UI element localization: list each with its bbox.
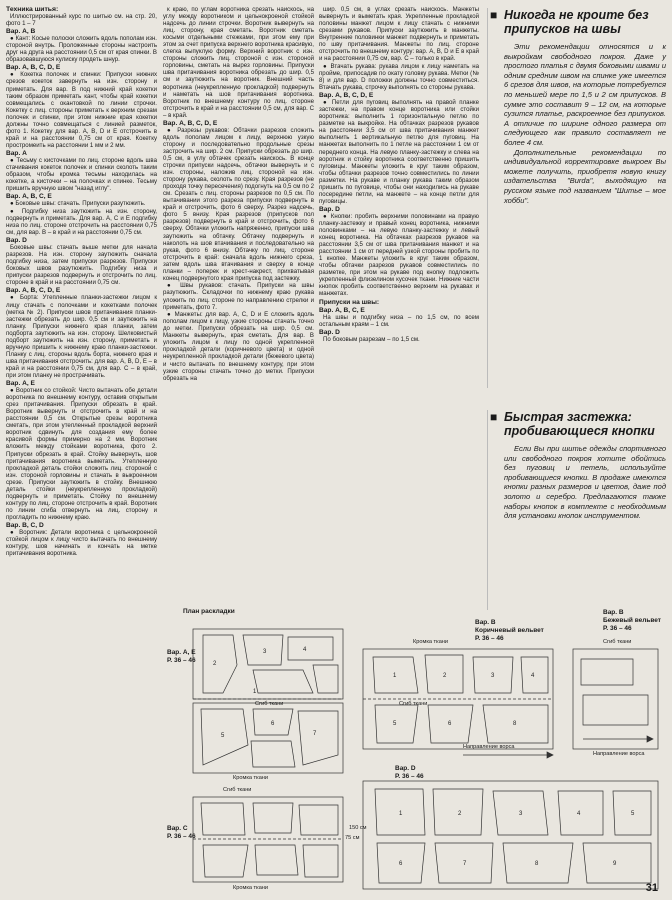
- variant-label-b-brown: Вар. В: [475, 619, 496, 626]
- svg-text:2: 2: [458, 811, 462, 817]
- svg-text:3: 3: [519, 811, 523, 817]
- svg-text:4: 4: [303, 647, 307, 653]
- fold-label: Сгиб ткани: [603, 639, 632, 645]
- size-range: Р. 36 – 46: [167, 657, 196, 664]
- svg-text:8: 8: [535, 861, 539, 867]
- edge-label: Кромка ткани: [233, 885, 269, 891]
- variant-heading: Вар. А, В, С, Е: [319, 306, 365, 314]
- tip-paragraph: Эти рекомендации относятся и к выкройкам свободного покроя. Даже у простого платья с двумя боковыми швами и одним средним швом на спинке уже имеется 6 срезов для швов, на которые потребуется по меньшей мере по 1,5 и 2 см припусков. В сумме это составит 9 – 12 см, на которые сузится платье, раскроенное без припусков. А отличие по ширине одного размера от следующего как правило составляет не более 4 см.: [504, 42, 666, 147]
- variant-heading: Вар. А, Е: [6, 380, 35, 388]
- svg-text:6: 6: [271, 721, 275, 727]
- variant-heading: Вар. А, В, С, D, Е: [6, 287, 61, 295]
- paragraph: На швы и подгибку низа – по 1,5 см, по всем остальным краям – 1 см.: [319, 313, 479, 328]
- paragraph: шир. 0,5 см, в углах срезать наискось. Манжеты вывернуть и выметать края. Укрепленные прокладкой половины манжет лицом к лицу стачать с нижними срезами рукавов. Припуски заутюжить в манжеты. Внутренние половинки манжет подвернуть и приметать по шву притачивания. Манжеты по лиц. стороне отстрочить по внешнему контуру: вар. А, В, D и Е в край и на расстоянии 0,75 см, вар. С – только в край.: [319, 6, 479, 63]
- variant-heading: Вар. В, С, D: [6, 521, 44, 529]
- paragraph: Иллюстрированный курс по шитью см. на стр. 20, фото 1 – 7: [6, 13, 157, 28]
- svg-text:4: 4: [577, 811, 581, 817]
- tip-box-snap-buttons: [487, 410, 670, 610]
- svg-text:1: 1: [399, 811, 403, 817]
- size-range: Р. 36 – 46: [395, 773, 424, 780]
- tip-box-seam-allowances: [487, 8, 670, 388]
- size-range: Р. 36 – 46: [167, 833, 196, 840]
- grain-label: Направление ворса: [463, 744, 515, 750]
- paragraph: ● Тесьму с кисточками по лиц. стороне вдоль шва стачивания кокеток полочек и спинки сколоть таким образом, чтобы кромка тесьмы находилась на кокетке, а кисточки – на полочках и спинке. Тесьму пришить вручную швом "назад иглу".: [6, 156, 157, 193]
- paragraph: По боковым разрезам – по 1,5 см.: [323, 335, 420, 343]
- paragraph: ● Воротник: Детали воротника с цельнокроеной стойкой лицом к лицу чисто вытачать по внешнему контуру, шов начинать и кончать на метке притачивания воротника.: [6, 529, 157, 558]
- size-range: Р. 36 – 46: [603, 625, 632, 632]
- tip-title: ■ Быстрая застежка: пробивающиеся кнопки: [490, 410, 655, 438]
- tip-paragraph: Если Вы при шитье одежды спортивного или свободного покроя хотите обойтись без пуговиц и петель, используйте пробивающиеся кнопки. В продаже имеются кнопки разных размеров и цветов, даже под золото и серебро. Предлагаются также наборы кнопок в комплекте с необходимым для установки кнопок инструментом.: [504, 444, 666, 521]
- paragraph: ● Швы рукавов: стачать. Припуски на швы разутюжить. Складочки по нижнему краю рукава уложить по лиц. стороне по направлению стрелки и приметать, фото 7.: [163, 282, 314, 311]
- edge-label: Кромка ткани: [233, 775, 269, 781]
- variant-heading: Вар. А, В, С, D, Е: [319, 92, 374, 100]
- grain-label: Направление ворса: [593, 751, 645, 757]
- variant-heading: Вар. D: [319, 205, 340, 213]
- svg-text:5: 5: [221, 733, 225, 739]
- svg-text:7: 7: [463, 861, 467, 867]
- layout-rect-b-beige: [573, 649, 658, 749]
- variant-heading: Вар. А, В: [6, 28, 36, 36]
- variant-label-c: Вар. С: [167, 825, 188, 832]
- edge-label: Кромка ткани: [413, 639, 449, 645]
- svg-text:5: 5: [631, 811, 635, 817]
- paragraph: ● Кант: Косые полоски сложить вдоль пополам изн. стороной внутрь. Проложенные стороны настроить друг на друга на расстоянии 0,5 см от края спинки. В образовавшуюся кулиску продеть шнур.: [6, 35, 157, 64]
- plan-title: План раскладки: [183, 608, 235, 615]
- paragraph: ● Воротник со стойкой: Чисто вытачать обе детали воротника по внешнему контуру, оставив открытым срез притачивания. Припуски обрезать в край. Воротник вывернуть и отстрочить в край и на расстоянии 0,5 см. Открытые срезы воротника сметать, при этом утепленный прокладкой верхний воротник сдвинуть для создания ему более красивой формы примерно на 2 мм. Воротник вложить между стойками воротника, фото 2. Припуски обрезать в край. Стойку вывернуть, шов притачивания воротника выметать. Утепленную прокладкой деталь стойки сложить лиц. стороной с изн. стороной горловины и стачать в выкроенном срезе. Припуски заутюжить в стойку. Внешнюю деталь стойки (неукрепленную прокладкой) подвернуть и приметать. Стойку по внешнему контуру по лиц. стороне отстрочить в край. Воротник по линии сгиба отвернуть на лиц. сторону и прогладить по нижнему краю.: [6, 387, 157, 521]
- paragraph: ● Манжеты: для вар. А, С, D и Е сложить вдоль пополам лицом к лицу, узкие стороны стачать точно до метки. Припуски обрезать на шир. 0,5 см. Манжеты вывернуть, края сметать. Для вар. В уложить лицом к лицу по одной укрепленной прокладкой детали (коричневого цвета) и одной неукрепленной прокладкой детали (бежевого цвета) и чисто вытачать по внешнему контуру, при этом узкие стороны стачать точно до метки. Припуски обрезать на: [163, 311, 314, 382]
- svg-text:8: 8: [513, 721, 517, 727]
- page-number: 31: [645, 882, 658, 894]
- variant-heading: Вар. D: [319, 328, 340, 336]
- svg-text:2: 2: [213, 661, 217, 667]
- paragraph: ● Борта: Утепленные планки-застежки лицом к лицу стачать с полочками и кокетками полочек (метка № 2). Припуски швов притачивания планки-застежки обрезать до шир. 0,5 см и заутюжить на планку. Припуски нижнего края планки, затем подборта заутюжить на изн. сторону. Шелковистый подборт заутюжить на изн. сторону, приметать и вручную пришить к нижнему краю планки-застежки. Планку с лиц. стороны вдоль борта, нижнего края и шва притачивания отстрочить: для вар. А, В, D, Е – в край и на расстоянии 0,75 см, для вар. С – в край, при этом планку не прострачивать.: [6, 294, 157, 379]
- layout-drawing: [163, 605, 668, 895]
- fabric-label: Бежевый вельвет: [603, 617, 661, 624]
- svg-text:2: 2: [443, 673, 447, 679]
- variant-label-d: Вар. D: [395, 765, 416, 772]
- width-label: 150 см: [349, 825, 367, 831]
- fold-label: Сгиб ткани: [399, 701, 428, 707]
- variant-heading: Вар. D: [6, 237, 27, 245]
- paragraph: ● Кнопки: пробить верхними половинами на правую планку-застежку и правый конец воротника, нижними половинками – на левую планку-застежку и левый конец воротника. На обтачках разрезов рукавов на расстоянии 3,5 см от шва притачивания манжет и на расстоянии 1 см от передней узкой стороны пробить по 1 кнопке. Манжеты уложить в круг таким образом, чтобы обтачки разрезов рукавов совместились по разметке, при этом на рукаве под кнопку подложить укрепленный флизелином кусочек ткани. Нижние части кнопок пробить соответственно верхним на рукавах и манжетах.: [319, 212, 479, 298]
- svg-text:1: 1: [253, 689, 257, 695]
- layout-rect-ae-2: [193, 703, 343, 773]
- square-bullet-icon: ■: [490, 410, 498, 424]
- size-range: Р. 36 – 46: [475, 635, 504, 642]
- paragraph: ● Подгибку низа заутюжить на изн. сторону, подвернуть и приметать. Для вар. А, С и Е подгибку низа по лиц. стороне отстрочить на расстоянии 0,75 см, для вар. В – в край и на расстоянии 0,75 см.: [6, 207, 157, 237]
- paragraph: ● Разрезы рукавов: Обтачки разрезов сложить вдоль пополам лицом к лицу, верхнюю узкую сторону и последовательно продольные срезы застрочить на шир. 2 см. Припуски обрезать до шир. 0,5 см, в углу обтачек срезать наискось. В конце строчки припуски надсечь, обтачки вывернуть и с изн. стороны, наложив лиц. стороной на изн. сторону рукава, сколоть по срезу. Края разрезов (не проходя точку пересечения) подогнуть на 0,5 см по 2 см. Срезать с лиц. стороны разрезов по 0,5 см. По вытачивании этого разреза припуски подвернуть в край и отстрочить, фото 6 сверху. Разрез надсечь, фото 5 внизу. Края разрезов (припусков пол разрезов) подвернуть в край и отстрочить, фото 6 сверху. Обтачки уложить напряженно, припуски шва заутюжить на обтачку. Обтачку подвернуть и наколоть на шов втачивания и последовательно на рукав, фото 6 внизу. Обтачку по лиц. стороне отстрочить в край: сначала вдоль нижнего среза, затем вдоль шва втачивания и сверху в конце планки – поперек и крест-накрест, прихватывая конец подвернутого края припуска под застежку.: [163, 126, 314, 282]
- allowances-title: Припуски на швы:: [319, 298, 380, 306]
- layout-rect-c: [193, 797, 343, 882]
- cutting-layout-diagrams: [163, 605, 668, 895]
- variant-heading: Вар. А: [6, 149, 27, 157]
- paragraph: к краю, по углам воротника срезать наискось, на углу между воротником и цельнокроеной стойкой надсечь до линии строчки. Воротник вывернуть на лиц. сторону, края сметать. Воротник сметать косыми отдельными стежками, при этом ему при этом за счет припуска верхнего воротника красивую, слегка выпуклую форму. Верхний воротник с изн. стороны сложить лиц. стороной с изн. стороной горловины, сметать на вырез горловины. Припуски шва притачивания воротника обрезать до шир. 0,5 см и заутюжить на воротник. Внешний часть воротника (неукрепленную прокладкой) подвернуть и наметать на шов притачивания воротника. Воротник по внешнему контуру по лиц. стороне отстрочить в край и на расстоянии 0,5 см, для вар. С – в край.: [163, 6, 314, 119]
- fabric-label: Коричневый вельвет: [475, 627, 544, 634]
- fold-label: Сгиб ткани: [255, 701, 284, 707]
- svg-text:6: 6: [448, 721, 452, 727]
- svg-text:3: 3: [263, 649, 267, 655]
- svg-text:3: 3: [491, 673, 495, 679]
- section-title: Техника шитья:: [6, 6, 59, 13]
- column-3: [319, 6, 479, 343]
- paragraph: ● Втачать рукава: рукава лицом к лицу наметать на пройме, припосадив по окату головку рукава. Метки (№ 8) и для вар. D положки должны точно совместиться. Втачать рукава, строчку выполнять со стороны рукава.: [319, 62, 479, 92]
- variant-heading: Вар. А, В, С, D, Е: [6, 64, 61, 72]
- fold-label: Сгиб ткани: [223, 787, 252, 793]
- width-label: 75 см: [345, 835, 360, 841]
- tip-title: ■ Никогда не кроите без припусков на швы: [490, 8, 649, 36]
- variant-heading: Вар. А, В, С, Е: [6, 193, 52, 201]
- paragraph: ● Петли для пуговиц выполнять на правой планке застежки, на правом конце воротника или стойки воротника: выполнить 1 горизонтальную петлю по разметке на выкройке. На обтачках разрезов рукавов на расстоянии 3,5 см от шва притачивания манжет выполнить 1 вертикальную петлю для пуговиц. На манжетах выполнить по 1 петле на расстоянии 1 см от переднего конца. На левую планку-застежку и слева на воротник и стойку воротника соответственно пришить пуговицы. Манжеты уложить в круг таким образом, чтобы обтачки разрезов точно совместились по линии разметки. На рукаве и планку рукава таким образом пришить по пуговице, чтобы они находились на рукаве посередине петли, на манжете – на конце петли для пуговицы.: [319, 99, 479, 205]
- square-bullet-icon: ■: [490, 8, 498, 22]
- paragraph: Боковые швы: стачать выше метки для начала разрезов. На изн. сторону заутюжить сначала подгибку низа, затем припуски разрезов. Припуски боковых швов разутюжить. Подгибку низа и припуски разрезов подвернуть и отстрочить по лиц. стороне в край и на расстоянии 0,75 см.: [6, 244, 157, 287]
- svg-text:5: 5: [393, 721, 397, 727]
- variant-label-ae: Вар. А, Е: [167, 649, 196, 656]
- column-2: [163, 6, 314, 382]
- svg-text:1: 1: [393, 673, 397, 679]
- variant-label-b-beige: Вар. В: [603, 609, 624, 616]
- paragraph: ● Боковые швы: стачать. Припуски разутюжить.: [10, 200, 146, 208]
- svg-text:4: 4: [531, 673, 535, 679]
- tip-paragraph: Дополнительные рекомендации по индивидуальной корректировке выкроек Вы можете получить, приобретя новую книгу издательства "Burda", выходящую на русском языке под названием "Шитье – мое хобби".: [504, 147, 666, 205]
- paragraph: ● Кокетка полочек и спинки: Припуски нижних срезов кокеток завернуть на изн. сторону и приметать. Для вар. В под нижний край кокетки таким образом приметать кант, чтобы край кокетки совмещались с окантовкой по линии строчки. Кокетку с лиц. стороны приметать к верхним срезам полочек и спинки, при этом нижние края кокетки должны точно совмещаться с линией разметок, фото 1. Кокетку для вар. А, В, D и Е отстрочить в край и на расстоянии 0,75 см от края. Кокетку простромеить на расстоянии 1 мм и 2 мм.: [6, 71, 157, 149]
- svg-text:9: 9: [613, 861, 617, 867]
- svg-text:6: 6: [399, 861, 403, 867]
- column-1: [6, 6, 157, 558]
- svg-text:7: 7: [313, 731, 317, 737]
- variant-heading: Вар. А, В, С, D, Е: [163, 119, 218, 127]
